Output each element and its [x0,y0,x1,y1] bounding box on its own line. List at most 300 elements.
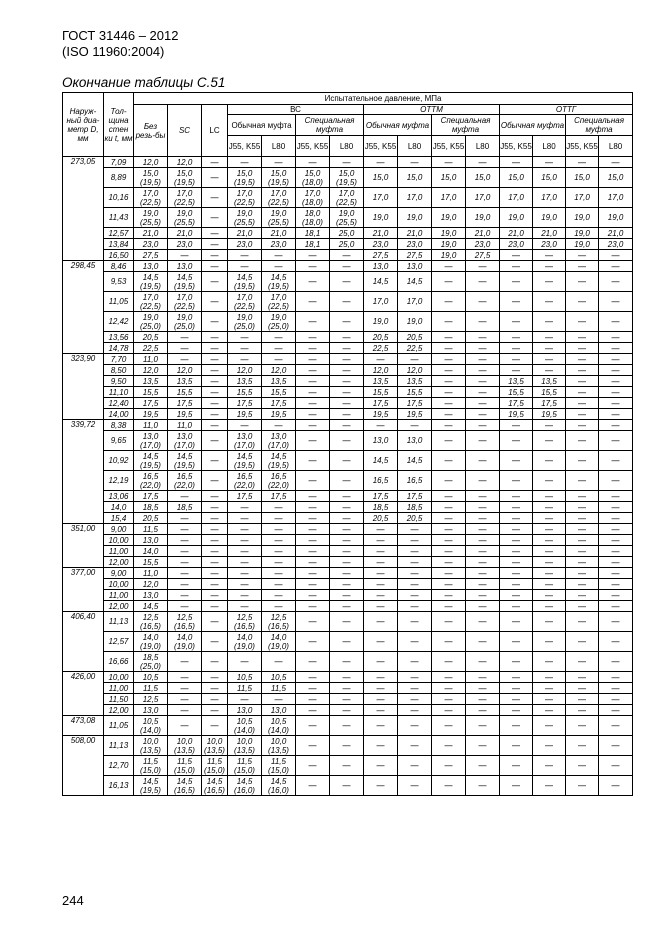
wall-thickness-cell: 14,00 [104,409,134,420]
pressure-cell: — [566,502,599,513]
outer-diameter-cell: 351,00 [63,524,104,568]
pressure-cell: 12,5 (16,5) [134,612,168,632]
pressure-cell: 18,1 [296,239,330,250]
pressure-cell: 12,5 (16,5) [262,612,296,632]
wall-thickness-cell: 11,13 [104,736,134,756]
pressure-cell: — [296,513,330,524]
pressure-cell: — [466,632,500,652]
pressure-cell: — [432,557,466,568]
pressure-cell: — [599,365,633,376]
pressure-cell: — [432,387,466,398]
pressure-cell: 17,5 [168,398,202,409]
pressure-cell: — [168,354,202,365]
pressure-cell: — [296,694,330,705]
pressure-cell: — [466,557,500,568]
table-row [63,354,633,365]
pressure-cell: 14,5 [398,451,432,471]
pressure-cell: 11,5 [134,524,168,535]
pressure-cell: 13,0 (17,0) [262,431,296,451]
pressure-cell: 20,5 [398,513,432,524]
pressure-cell: — [566,431,599,451]
pressure-cell: — [202,376,228,387]
pressure-cell: 20,5 [398,332,432,343]
pressure-cell: — [202,239,228,250]
pressure-cell: 17,5 [134,491,168,502]
pressure-cell: — [432,632,466,652]
pressure-cell: 19,0 [398,312,432,332]
pressure-cell: — [533,579,566,590]
table-row [63,672,633,683]
pressure-cell: 17,0 (22,5) [262,292,296,312]
pressure-cell: — [202,716,228,736]
pressure-cell: — [500,652,533,672]
pressure-cell: — [466,601,500,612]
pressure-cell: — [466,409,500,420]
pressure-cell: — [202,332,228,343]
pressure-cell: — [566,250,599,261]
table-row [63,736,633,756]
bc-header: ВС [228,105,364,115]
pressure-cell: — [566,343,599,354]
table-row [63,502,633,513]
table-row [63,705,633,716]
pressure-cell: — [202,168,228,188]
pressure-cell: 13,0 [134,590,168,601]
pressure-cell: 14,5 (16,5) [202,776,228,796]
pressure-cell: — [168,716,202,736]
pressure-cell: — [202,471,228,491]
grade-j55-header: J55, K55 [500,136,533,157]
pressure-cell: — [566,590,599,601]
pressure-cell: 11,5 [228,683,262,694]
pressure-cell: — [533,471,566,491]
pressure-cell: — [202,420,228,431]
pressure-cell: 16,5 (22,0) [134,471,168,491]
pressure-cell: — [566,292,599,312]
pressure-cell: 19,0 (25,5) [262,208,296,228]
pressure-cell: 21,0 [168,228,202,239]
outer-diameter-cell: 426,00 [63,672,104,716]
ottm-header: ОТТМ [364,105,500,115]
ottm-normal-coupling-header: Обычная муфта [364,115,432,136]
pressure-cell: 11,0 [134,568,168,579]
pressure-cell: — [262,343,296,354]
pressure-cell: — [296,292,330,312]
pressure-cell: — [566,157,599,168]
pressure-cell: 21,0 [228,228,262,239]
pressure-cell: — [566,736,599,756]
pressure-cell: 23,0 [466,239,500,250]
pressure-cell: 15,5 [262,387,296,398]
pressure-cell: — [566,524,599,535]
pressure-cell: — [168,652,202,672]
table-row [63,250,633,261]
pressure-cell: — [330,632,364,652]
pressure-cell: 19,0 (25,5) [228,208,262,228]
pressure-cell: — [364,557,398,568]
pressure-cell: — [466,157,500,168]
pressure-cell: — [364,652,398,672]
pressure-cell: 10,5 [262,672,296,683]
pressure-cell: — [168,601,202,612]
pressure-cell: 19,5 [228,409,262,420]
pressure-cell: 14,5 (16,5) [168,776,202,796]
pressure-cell: 14,0 (19,0) [262,632,296,652]
pressure-cell: 14,5 (19,5) [262,451,296,471]
pressure-cell: — [296,387,330,398]
wall-thickness-cell: 10,92 [104,451,134,471]
pressure-cell: — [432,502,466,513]
pressure-cell: — [330,579,364,590]
pressure-cell: — [500,716,533,736]
table-row [63,535,633,546]
pressure-cell: — [202,568,228,579]
pressure-cell: — [330,420,364,431]
pressure-cell: 13,0 [262,705,296,716]
pressure-cell: — [533,535,566,546]
pressure-cell: 19,0 [533,208,566,228]
document-code: ГОСТ 31446 – 2012 [62,28,179,43]
pressure-cell: — [432,354,466,365]
pressure-cell: — [330,557,364,568]
pressure-cell: — [330,343,364,354]
pressure-cell: — [330,612,364,632]
pressure-cell: — [500,365,533,376]
table-row [63,272,633,292]
pressure-cell: 19,0 [566,208,599,228]
pressure-cell: 15,0 [533,168,566,188]
pressure-cell: 10,0 (13,5) [168,736,202,756]
pressure-cell: — [398,420,432,431]
pressure-cell: — [296,261,330,272]
pressure-cell: 23,0 [533,239,566,250]
pressure-cell: — [228,652,262,672]
pressure-cell: — [202,312,228,332]
pressure-cell: 13,5 [398,376,432,387]
wall-thickness-cell: 11,00 [104,683,134,694]
pressure-cell: — [296,471,330,491]
pressure-cell: — [566,376,599,387]
pressure-cell: — [599,776,633,796]
pressure-cell: — [500,568,533,579]
pressure-cell: — [296,736,330,756]
pressure-cell: — [202,694,228,705]
pressure-cell: 19,5 [500,409,533,420]
pressure-cell: — [296,524,330,535]
pressure-cell: 27,5 [466,250,500,261]
pressure-cell: — [330,776,364,796]
pressure-cell: — [262,590,296,601]
pressure-cell: 13,5 [533,376,566,387]
pressure-cell: — [500,292,533,312]
pressure-cell: — [566,632,599,652]
pressure-cell: 25,0 [330,239,364,250]
pressure-cell: — [533,312,566,332]
wall-thickness-cell: 8,50 [104,365,134,376]
pressure-cell: — [466,513,500,524]
pressure-cell: — [500,157,533,168]
pressure-cell: — [330,716,364,736]
pressure-cell: — [432,705,466,716]
pressure-cell: — [533,694,566,705]
pressure-cell: — [466,524,500,535]
pressure-cell: — [330,376,364,387]
pressure-cell: — [533,354,566,365]
pressure-cell: — [533,546,566,557]
pressure-cell: 19,0 [398,208,432,228]
table-row [63,683,633,694]
table-row [63,776,633,796]
pressure-cell: — [168,694,202,705]
pressure-cell: 19,0 [566,228,599,239]
no-thread-header: Без резь-бы [134,105,168,157]
pressure-cell: — [599,261,633,272]
pressure-cell: — [398,568,432,579]
table-head [63,93,633,157]
pressure-cell: 12,0 [364,365,398,376]
pressure-cell: 11,5 (15,0) [228,756,262,776]
table-row [63,398,633,409]
pressure-cell: — [364,420,398,431]
pressure-cell: 19,0 [500,208,533,228]
pressure-cell: — [296,535,330,546]
pressure-cell: — [228,513,262,524]
pressure-cell: — [330,524,364,535]
pressure-cell: — [533,491,566,502]
pressure-cell: — [262,601,296,612]
pressure-cell: — [566,652,599,672]
pressure-cell: 15,0 (19,5) [330,168,364,188]
pressure-cell: — [228,557,262,568]
pressure-cell: — [398,716,432,736]
pressure-cell: — [398,535,432,546]
pressure-cell: 17,5 [533,398,566,409]
pressure-cell: — [533,672,566,683]
pressure-cell: — [566,756,599,776]
pressure-cell: 17,5 [228,398,262,409]
pressure-cell: — [599,398,633,409]
pressure-cell: — [566,612,599,632]
pressure-cell: — [296,546,330,557]
table-row [63,652,633,672]
pressure-cell: — [432,776,466,796]
table-body [63,157,633,796]
pressure-cell: — [432,683,466,694]
pressure-cell: — [330,590,364,601]
pressure-cell: — [432,332,466,343]
pressure-cell: — [398,546,432,557]
pressure-cell: 17,0 (22,5) [262,188,296,208]
pressure-cell: — [168,557,202,568]
pressure-cell: — [599,157,633,168]
pressure-cell: — [364,632,398,652]
pressure-cell: 16,5 (22,0) [168,471,202,491]
pressure-cell: — [296,716,330,736]
pressure-cell: 17,0 [398,292,432,312]
pressure-cell: 17,0 [466,188,500,208]
pressure-cell: 13,5 [168,376,202,387]
wall-thickness-cell: 10,00 [104,672,134,683]
pressure-cell: 10,5 (14,0) [228,716,262,736]
table-row [63,343,633,354]
pressure-cell: 17,0 (22,5) [168,188,202,208]
pressure-cell: — [330,332,364,343]
pressure-cell: — [330,354,364,365]
pressure-cell: 14,5 (19,5) [134,451,168,471]
pressure-cell: 17,0 [566,188,599,208]
pressure-cell: 19,0 (25,0) [228,312,262,332]
pressure-cell: 11,0 [168,420,202,431]
pressure-cell: — [296,672,330,683]
pressure-cell: — [228,261,262,272]
test-pressure-header: Испытательное давление, МПа [134,93,633,105]
pressure-cell: — [296,491,330,502]
table-row [63,471,633,491]
pressure-cell: — [330,365,364,376]
pressure-cell: — [466,420,500,431]
pressure-cell: — [566,398,599,409]
pressure-cell: — [330,157,364,168]
pressure-cell: — [296,157,330,168]
wall-thickness-cell: 9,00 [104,568,134,579]
pressure-cell: 14,5 (16,0) [262,776,296,796]
pressure-cell: 17,5 [364,398,398,409]
pressure-cell: 15,0 [566,168,599,188]
pressure-cell: — [566,312,599,332]
pressure-cell: — [599,513,633,524]
pressure-cell: — [168,683,202,694]
pressure-cell: — [533,776,566,796]
pressure-cell: 15,5 [398,387,432,398]
pressure-cell: — [599,568,633,579]
pressure-cell: — [296,568,330,579]
pressure-cell: 12,0 [134,157,168,168]
pressure-cell: — [296,420,330,431]
pressure-cell: — [296,409,330,420]
pressure-cell: — [566,705,599,716]
pressure-cell: 19,0 (25,5) [134,208,168,228]
pressure-cell: 23,0 [262,239,296,250]
pressure-cell: 17,0 (22,5) [134,292,168,312]
pressure-cell: 19,5 [398,409,432,420]
pressure-cell: — [533,272,566,292]
pressure-cell: — [398,705,432,716]
pressure-cell: — [432,471,466,491]
table-row [63,513,633,524]
pressure-cell: 18,5 (25,0) [134,652,168,672]
pressure-cell: — [262,524,296,535]
pressure-cell: — [228,601,262,612]
pressure-cell: — [228,420,262,431]
pressure-cell: — [330,683,364,694]
pressure-cell: — [364,736,398,756]
pressure-cell: — [202,652,228,672]
pressure-cell: 19,0 [364,208,398,228]
pressure-cell: — [202,387,228,398]
pressure-cell: 18,5 [168,502,202,513]
pressure-cell: 19,5 [364,409,398,420]
pressure-cell: 10,0 (13,5) [202,736,228,756]
pressure-cell: 13,0 [134,705,168,716]
pressure-cell: — [202,451,228,471]
pressure-cell: — [566,557,599,568]
pressure-cell: 23,0 [398,239,432,250]
grade-j55-header: J55, K55 [432,136,466,157]
pressure-cell: 12,0 [168,157,202,168]
pressure-cell: 15,5 [134,557,168,568]
pressure-cell: — [202,705,228,716]
pressure-cell: — [566,420,599,431]
pressure-cell: — [500,612,533,632]
pressure-cell: — [566,546,599,557]
pressure-cell: 15,5 [364,387,398,398]
pressure-cell: — [228,354,262,365]
pressure-cell: — [466,343,500,354]
wall-thickness-cell: 10,16 [104,188,134,208]
pressure-cell: 17,0 [500,188,533,208]
pressure-cell: — [330,513,364,524]
pressure-cell: — [364,157,398,168]
pressure-cell: 21,0 [398,228,432,239]
pressure-cell: — [202,590,228,601]
pressure-cell: — [599,250,633,261]
pressure-cell: — [500,343,533,354]
pressure-cell: — [466,471,500,491]
pressure-cell: 15,0 [500,168,533,188]
wall-thickness-cell: 8,46 [104,261,134,272]
pressure-cell: — [432,261,466,272]
pressure-cell: — [202,535,228,546]
pressure-cell: — [296,705,330,716]
pressure-cell: 17,0 (22,5) [330,188,364,208]
pressure-cell: — [296,612,330,632]
wall-thickness-cell: 12,40 [104,398,134,409]
pressure-cell: — [228,694,262,705]
pressure-cell: — [432,376,466,387]
pressure-cell: — [599,590,633,601]
pressure-cell: 21,0 [533,228,566,239]
pressure-cell: 17,5 [398,491,432,502]
ottg-special-coupling-header: Специальная муфта [566,115,633,136]
pressure-cell: — [599,272,633,292]
pressure-cell: — [432,568,466,579]
pressure-cell: 19,0 (25,5) [330,208,364,228]
pressure-cell: — [364,579,398,590]
pressure-cell: — [466,535,500,546]
pressure-cell: — [228,332,262,343]
pressure-cell: — [466,683,500,694]
pressure-cell: — [296,398,330,409]
outer-diameter-cell: 406,40 [63,612,104,672]
pressure-cell: 11,5 [262,683,296,694]
pressure-cell: — [566,471,599,491]
table-row [63,601,633,612]
pressure-cell: 21,0 [599,228,633,239]
pressure-cell: 17,5 [262,491,296,502]
bc-special-coupling-header: Специальная муфта [296,115,364,136]
table-row [63,157,633,168]
pressure-cell: — [398,632,432,652]
pressure-cell: — [202,157,228,168]
pressure-cell: — [398,756,432,776]
table-row [63,546,633,557]
pressure-cell: — [533,601,566,612]
pressure-cell: — [398,354,432,365]
pressure-cell: 15,5 [500,387,533,398]
pressure-cell: 10,0 (13,5) [134,736,168,756]
pressure-cell: — [466,590,500,601]
pressure-cell: — [466,705,500,716]
